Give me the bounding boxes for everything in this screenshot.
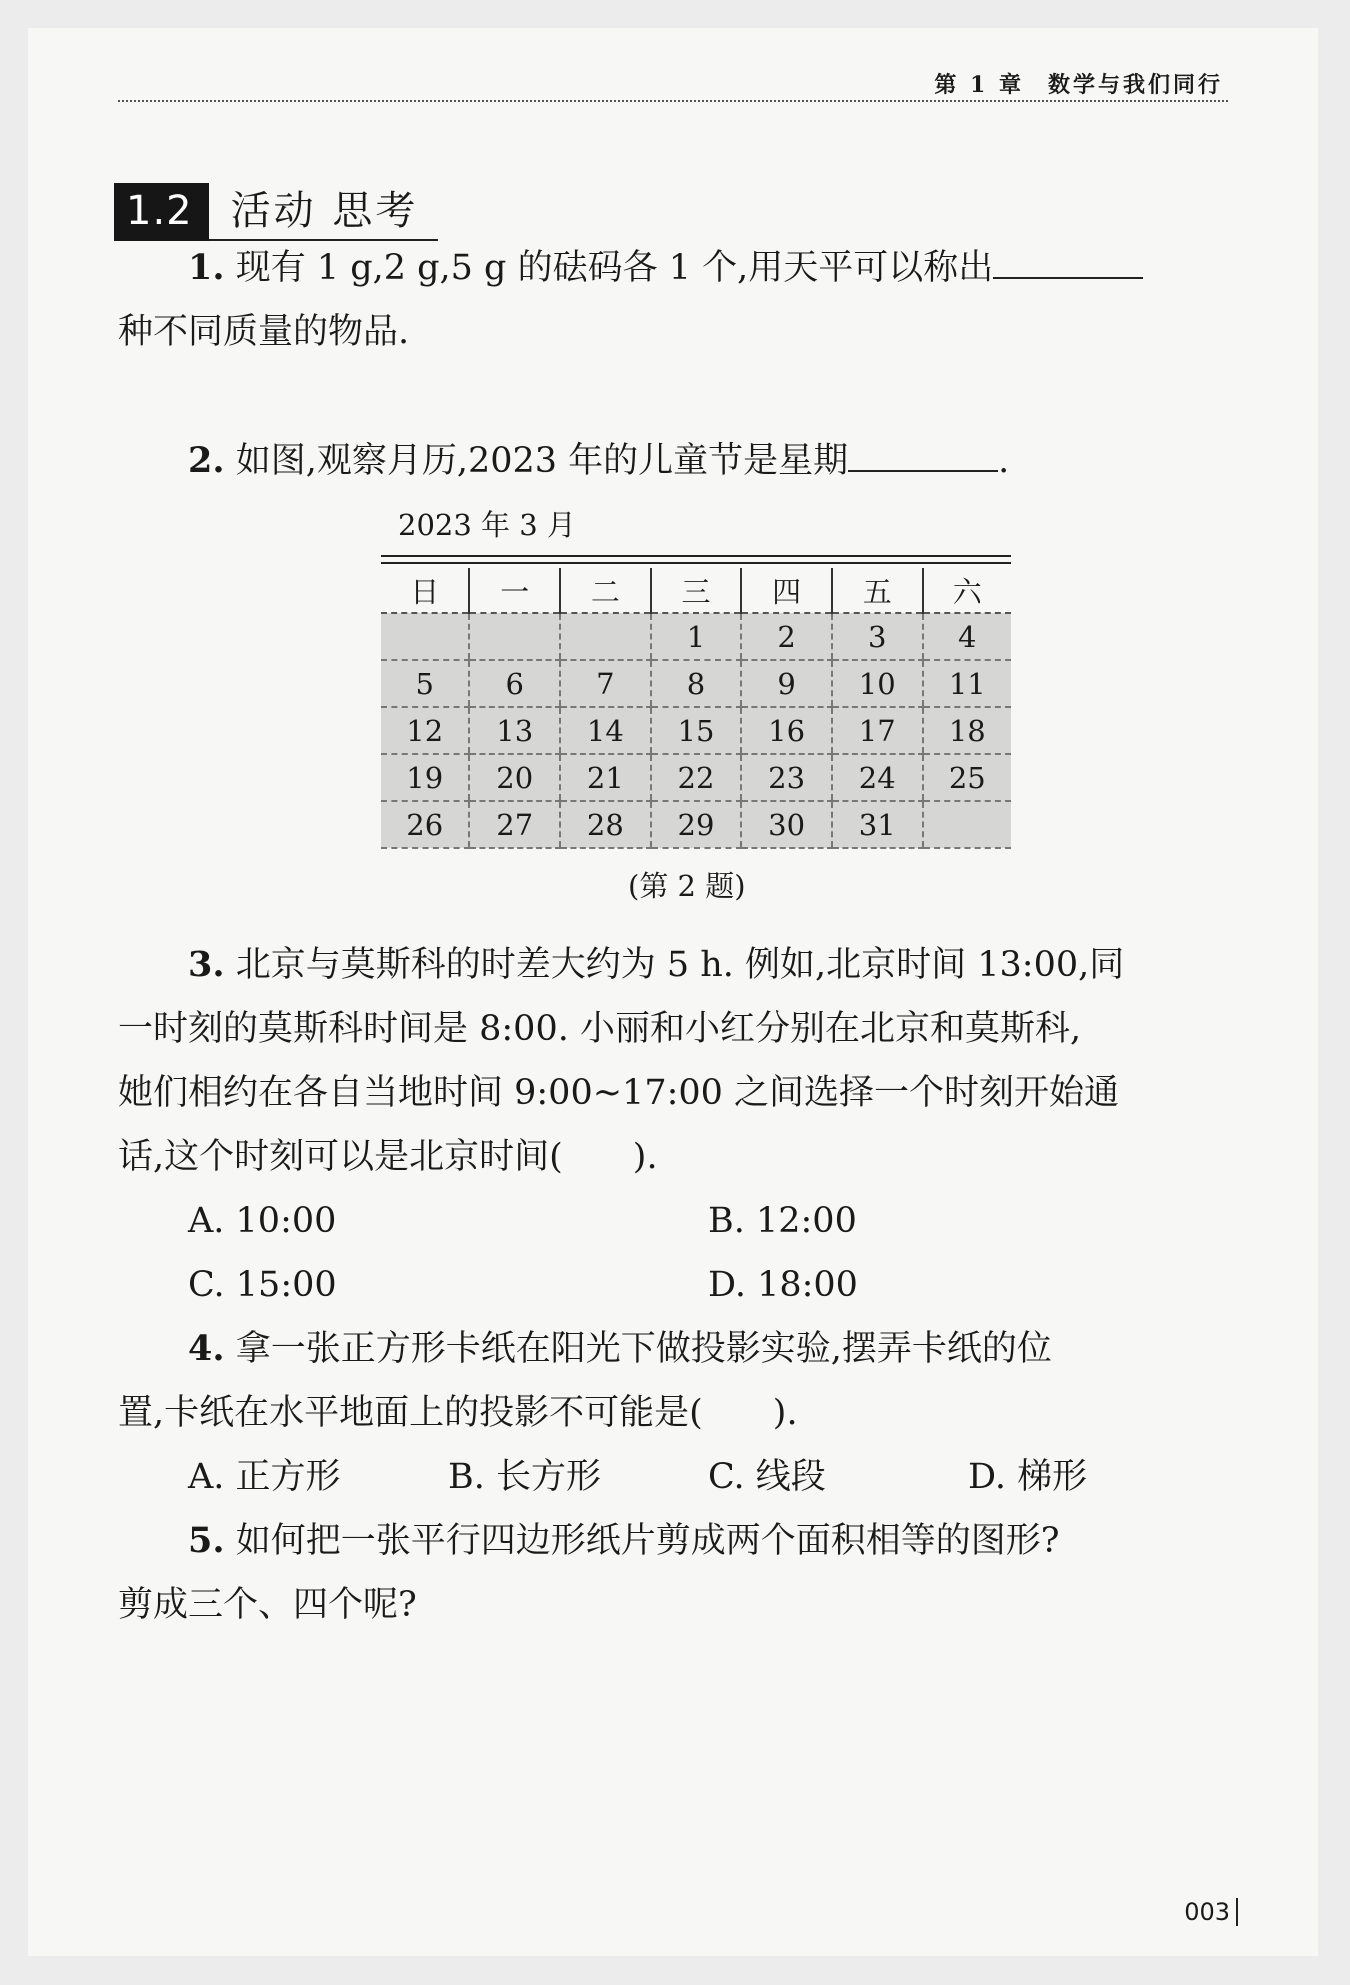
calendar	[381, 555, 1011, 849]
option-a[interactable]: A. 10:00	[188, 1201, 337, 1241]
calendar-day-cell: 11	[923, 660, 1011, 707]
weekday-cell: 五	[832, 568, 923, 613]
calendar-day-cell: 23	[741, 754, 832, 801]
option-d[interactable]: D. 18:00	[708, 1265, 858, 1305]
question-text: ).	[772, 1393, 798, 1433]
calendar-day-cell	[560, 613, 651, 660]
chapter-number: 第 1 章	[934, 72, 1024, 98]
calendar-day-cell: 18	[923, 707, 1011, 754]
page-number: 003	[1184, 1898, 1238, 1926]
calendar-week-row	[381, 754, 1011, 801]
question-text: 拿一张正方形卡纸在阳光下做投影实验,摆弄卡纸的位	[235, 1329, 1052, 1369]
calendar-day-cell: 24	[832, 754, 923, 801]
weekday-cell: 四	[741, 568, 832, 613]
question-3-options	[188, 1189, 1228, 1317]
question-text: 如图,观察月历,2023 年的儿童节是星期	[235, 441, 849, 481]
calendar-week-row	[381, 660, 1011, 707]
calendar-week-row	[381, 801, 1011, 848]
option-b[interactable]: B. 长方形	[448, 1457, 601, 1497]
question-4	[118, 1317, 1228, 1445]
weekday-cell: 一	[469, 568, 560, 613]
calendar-day-cell: 25	[923, 754, 1011, 801]
option-c[interactable]: C. 15:00	[188, 1265, 337, 1305]
calendar-day-cell: 29	[651, 801, 742, 848]
calendar-day-cell: 21	[560, 754, 651, 801]
calendar-day-cell: 12	[381, 707, 469, 754]
section-title: 活动 思考	[209, 183, 439, 241]
running-header	[934, 68, 1223, 99]
question-text: 现有 1 g,2 g,5 g 的砝码各 1 个,用天平可以称出	[235, 248, 994, 288]
calendar-day-cell: 16	[741, 707, 832, 754]
question-text: 北京与莫斯科的时差大约为 5 h. 例如,北京时间 13:00,同	[235, 945, 1125, 985]
question-text: 置,卡纸在水平地面上的投影不可能是(	[118, 1393, 703, 1433]
calendar-day-cell: 2	[741, 613, 832, 660]
calendar-day-cell	[469, 613, 560, 660]
calendar-day-cell: 15	[651, 707, 742, 754]
option-d[interactable]: D. 梯形	[968, 1457, 1088, 1497]
calendar-day-cell: 7	[560, 660, 651, 707]
calendar-day-cell	[923, 801, 1011, 848]
header-divider	[118, 100, 1228, 102]
question-text: ).	[632, 1137, 658, 1177]
figure-label: (第 2 题)	[628, 869, 746, 903]
calendar-week-row	[381, 613, 1011, 660]
weekday-header-row	[381, 568, 1011, 613]
weekday-cell: 二	[560, 568, 651, 613]
calendar-week-row	[381, 707, 1011, 754]
calendar-day-cell: 20	[469, 754, 560, 801]
calendar-day-cell: 19	[381, 754, 469, 801]
question-4-options	[188, 1445, 1228, 1509]
weekday-cell: 日	[381, 568, 469, 613]
calendar-day-cell: 14	[560, 707, 651, 754]
section-number: 1.2	[114, 183, 209, 241]
option-c[interactable]: C. 线段	[708, 1457, 826, 1497]
question-number: 3.	[188, 944, 225, 985]
question-text: 她们相约在各自当地时间 9:00~17:00 之间选择一个时刻开始通	[118, 1073, 1120, 1113]
calendar-day-cell: 3	[832, 613, 923, 660]
option-a[interactable]: A. 正方形	[188, 1457, 341, 1497]
calendar-day-cell: 4	[923, 613, 1011, 660]
calendar-top-rule	[381, 555, 1011, 564]
answer-blank[interactable]	[993, 233, 1143, 279]
weekday-cell: 六	[923, 568, 1011, 613]
calendar-day-cell: 31	[832, 801, 923, 848]
chapter-title: 数学与我们同行	[1047, 72, 1223, 98]
question-text: 话,这个时刻可以是北京时间(	[118, 1137, 563, 1177]
question-2	[118, 426, 1228, 493]
calendar-day-cell: 13	[469, 707, 560, 754]
textbook-page	[28, 28, 1318, 1956]
calendar-day-cell: 26	[381, 801, 469, 848]
calendar-day-cell: 8	[651, 660, 742, 707]
calendar-day-cell: 17	[832, 707, 923, 754]
question-1	[118, 233, 1228, 364]
calendar-table	[381, 568, 1011, 849]
question-text: 一时刻的莫斯科时间是 8:00. 小丽和小红分别在北京和莫斯科,	[118, 1009, 1082, 1049]
question-text: 种不同质量的物品.	[118, 312, 410, 352]
calendar-day-cell: 22	[651, 754, 742, 801]
calendar-day-cell: 9	[741, 660, 832, 707]
question-5	[118, 1509, 1228, 1637]
calendar-day-cell: 1	[651, 613, 742, 660]
question-text: .	[998, 441, 1010, 481]
question-text: 剪成三个、四个呢?	[118, 1585, 417, 1625]
question-number: 2.	[188, 440, 225, 481]
question-number: 1.	[188, 247, 225, 288]
calendar-day-cell	[381, 613, 469, 660]
calendar-day-cell: 10	[832, 660, 923, 707]
question-3	[118, 933, 1228, 1189]
question-number: 5.	[188, 1520, 225, 1561]
answer-blank[interactable]	[848, 426, 998, 472]
calendar-day-cell: 6	[469, 660, 560, 707]
weekday-cell: 三	[651, 568, 742, 613]
question-text: 如何把一张平行四边形纸片剪成两个面积相等的图形?	[235, 1521, 1060, 1561]
question-number: 4.	[188, 1328, 225, 1369]
calendar-day-cell: 27	[469, 801, 560, 848]
option-b[interactable]: B. 12:00	[708, 1201, 857, 1241]
calendar-day-cell: 30	[741, 801, 832, 848]
calendar-day-cell: 5	[381, 660, 469, 707]
calendar-day-cell: 28	[560, 801, 651, 848]
calendar-caption: 2023 年 3 月	[398, 508, 576, 542]
